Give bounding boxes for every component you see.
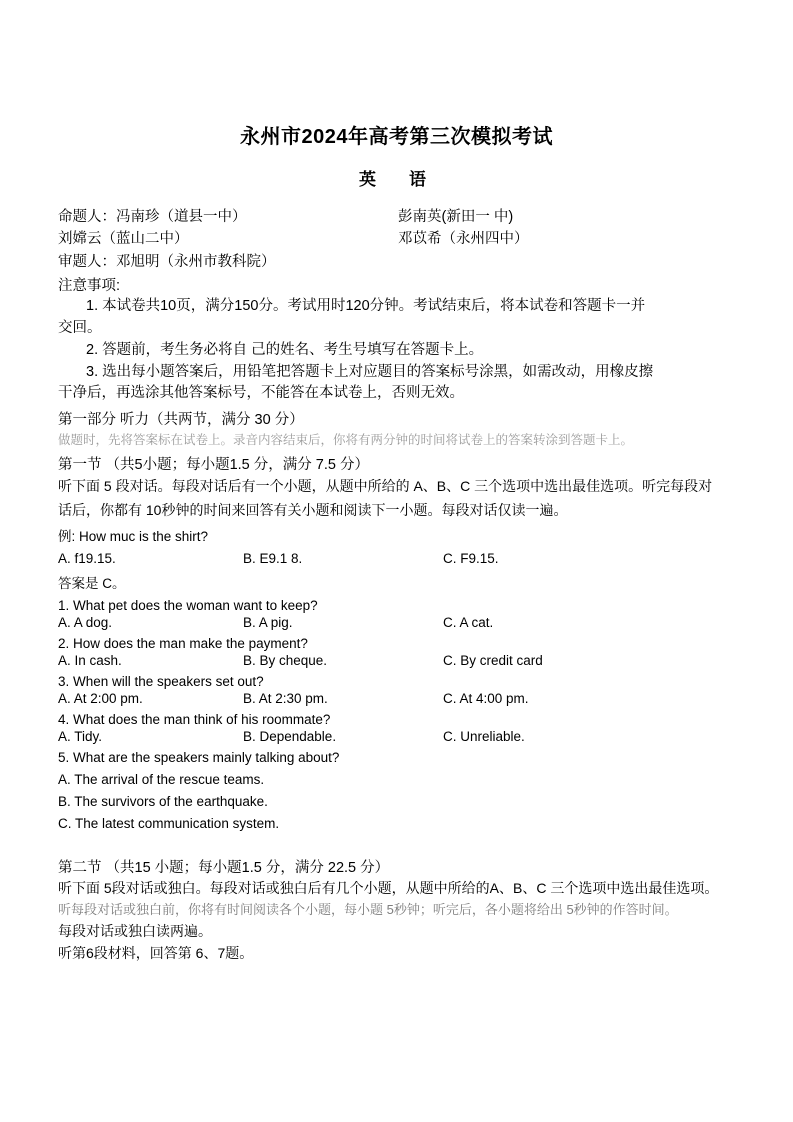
subject-title: 英 语 (359, 170, 434, 189)
question-option-a: A. The arrival of the rescue teams. (58, 772, 265, 788)
section-two-instruction-gray: 听每段对话或独白前，你将有时间阅读各个小题，每小题 5秒钟；听完后，各小题将给出 5秒钟的作答时间。 (58, 902, 678, 918)
notice-heading: 注意事项: (58, 278, 121, 295)
author-proposer-4: 邓苡希（永州四中） (398, 231, 529, 248)
example-option-c: C. F9.15. (443, 551, 499, 567)
question-option-a: A. Tidy. (58, 729, 103, 745)
question-options (58, 691, 735, 706)
author-row-3 (58, 251, 735, 273)
author-block (58, 206, 735, 273)
notice-item: 干净后，再选涂其他答案标号，不能答在本试卷上，否则无效。 (58, 385, 464, 402)
question-options (58, 653, 735, 668)
author-proposer-3: 刘嫦云（蓝山二中） (58, 231, 189, 248)
question-stem: 2. How does the man make the payment? (58, 636, 308, 652)
author-reviewer: 审题人：邓旭明（永州市教科院） (58, 253, 276, 270)
question-option-a: A. In cash. (58, 653, 122, 669)
question-option-b: B. The survivors of the earthquake. (58, 794, 268, 810)
question-option-a: A. A dog. (58, 615, 113, 631)
question-options (58, 729, 735, 744)
author-row-2 (58, 228, 735, 250)
question-options (58, 772, 735, 831)
section-one-heading: 第一节 （共5小题；每小题1.5 分，满分 7.5 分） (58, 456, 369, 473)
page-title: 永州市2024年高考第三次模拟考试 (240, 126, 553, 148)
question-option-c: C. Unreliable. (443, 729, 525, 745)
example-answer: 答案是 C。 (58, 576, 126, 592)
question-stem: 4. What does the man think of his roommate? (58, 712, 331, 728)
notice-item: 1. 本试卷共10页，满分150分。考试用时120分钟。考试结束后，将本试卷和答题卡一并 (86, 298, 646, 315)
section-two-heading: 第二节 （共15 小题；每小题1.5 分，满分 22.5 分） (58, 860, 390, 877)
section-two-instruction-cont: 每段对话或独白读两遍。 (58, 922, 212, 939)
question-stem: 5. What are the speakers mainly talking about? (58, 750, 340, 766)
author-proposer-1: 命题人：冯南珍（道县一中） (58, 209, 247, 225)
part-one-heading: 第一部分 听力（共两节，满分 30 分） (58, 412, 304, 429)
question-option-b: B. By cheque. (243, 653, 328, 669)
example-options (58, 551, 735, 566)
question-option-a: A. At 2:00 pm. (58, 691, 143, 707)
author-proposer-2: 彭南英(新田一 中) (398, 209, 514, 225)
section-one-instruction: 听下面 5 段对话。每段对话后有一个小题，从题中所给的 A、B、C 三个选项中选出最佳选项。听完每段对 (58, 477, 713, 494)
example-option-a: A. f19.15. (58, 551, 116, 567)
question-stem: 3. When will the speakers set out? (58, 674, 264, 690)
section-one-instruction-cont: 话后，你都有 10秒钟的时间来回答有关小题和阅读下一小题。每段对话仅读一遍。 (58, 501, 568, 518)
question-option-c: C. The latest communication system. (58, 816, 280, 832)
question-option-c: C. At 4:00 pm. (443, 691, 529, 707)
author-row-1 (58, 206, 735, 228)
part-one-note: 做题时，先将答案标在试卷上。录音内容结束后，你将有两分钟的时间将试卷上的答案转涂到答题卡上。 (58, 433, 634, 448)
question-option-c: C. By credit card (443, 653, 543, 669)
question-option-b: B. A pig. (243, 615, 293, 631)
question-options (58, 615, 735, 630)
section-two-instruction: 听下面 5段对话或独白。每段对话或独白后有几个小题，从题中所给的A、B、C 三个选项中选出最佳选项。 (58, 880, 719, 897)
section-two-material-six: 听第6段材料，回答第 6、7题。 (58, 944, 254, 961)
notice-item: 3. 选出每小题答案后，用铅笔把答题卡上对应题目的答案标号涂黑，如需改动，用橡皮擦 (86, 363, 654, 380)
question-option-b: B. Dependable. (243, 729, 337, 745)
example-option-b: B. E9.1 8. (243, 551, 303, 567)
question-option-c: C. A cat. (443, 615, 494, 631)
example-stem: 例: How muc is the shirt? (58, 529, 209, 545)
question-option-b: B. At 2:30 pm. (243, 691, 328, 707)
notice-item: 2. 答题前，考生务必将自 己的姓名、考生号填写在答题卡上。 (86, 341, 484, 358)
question-stem: 1. What pet does the woman want to keep? (58, 598, 318, 614)
notice-item: 交回。 (58, 320, 102, 337)
